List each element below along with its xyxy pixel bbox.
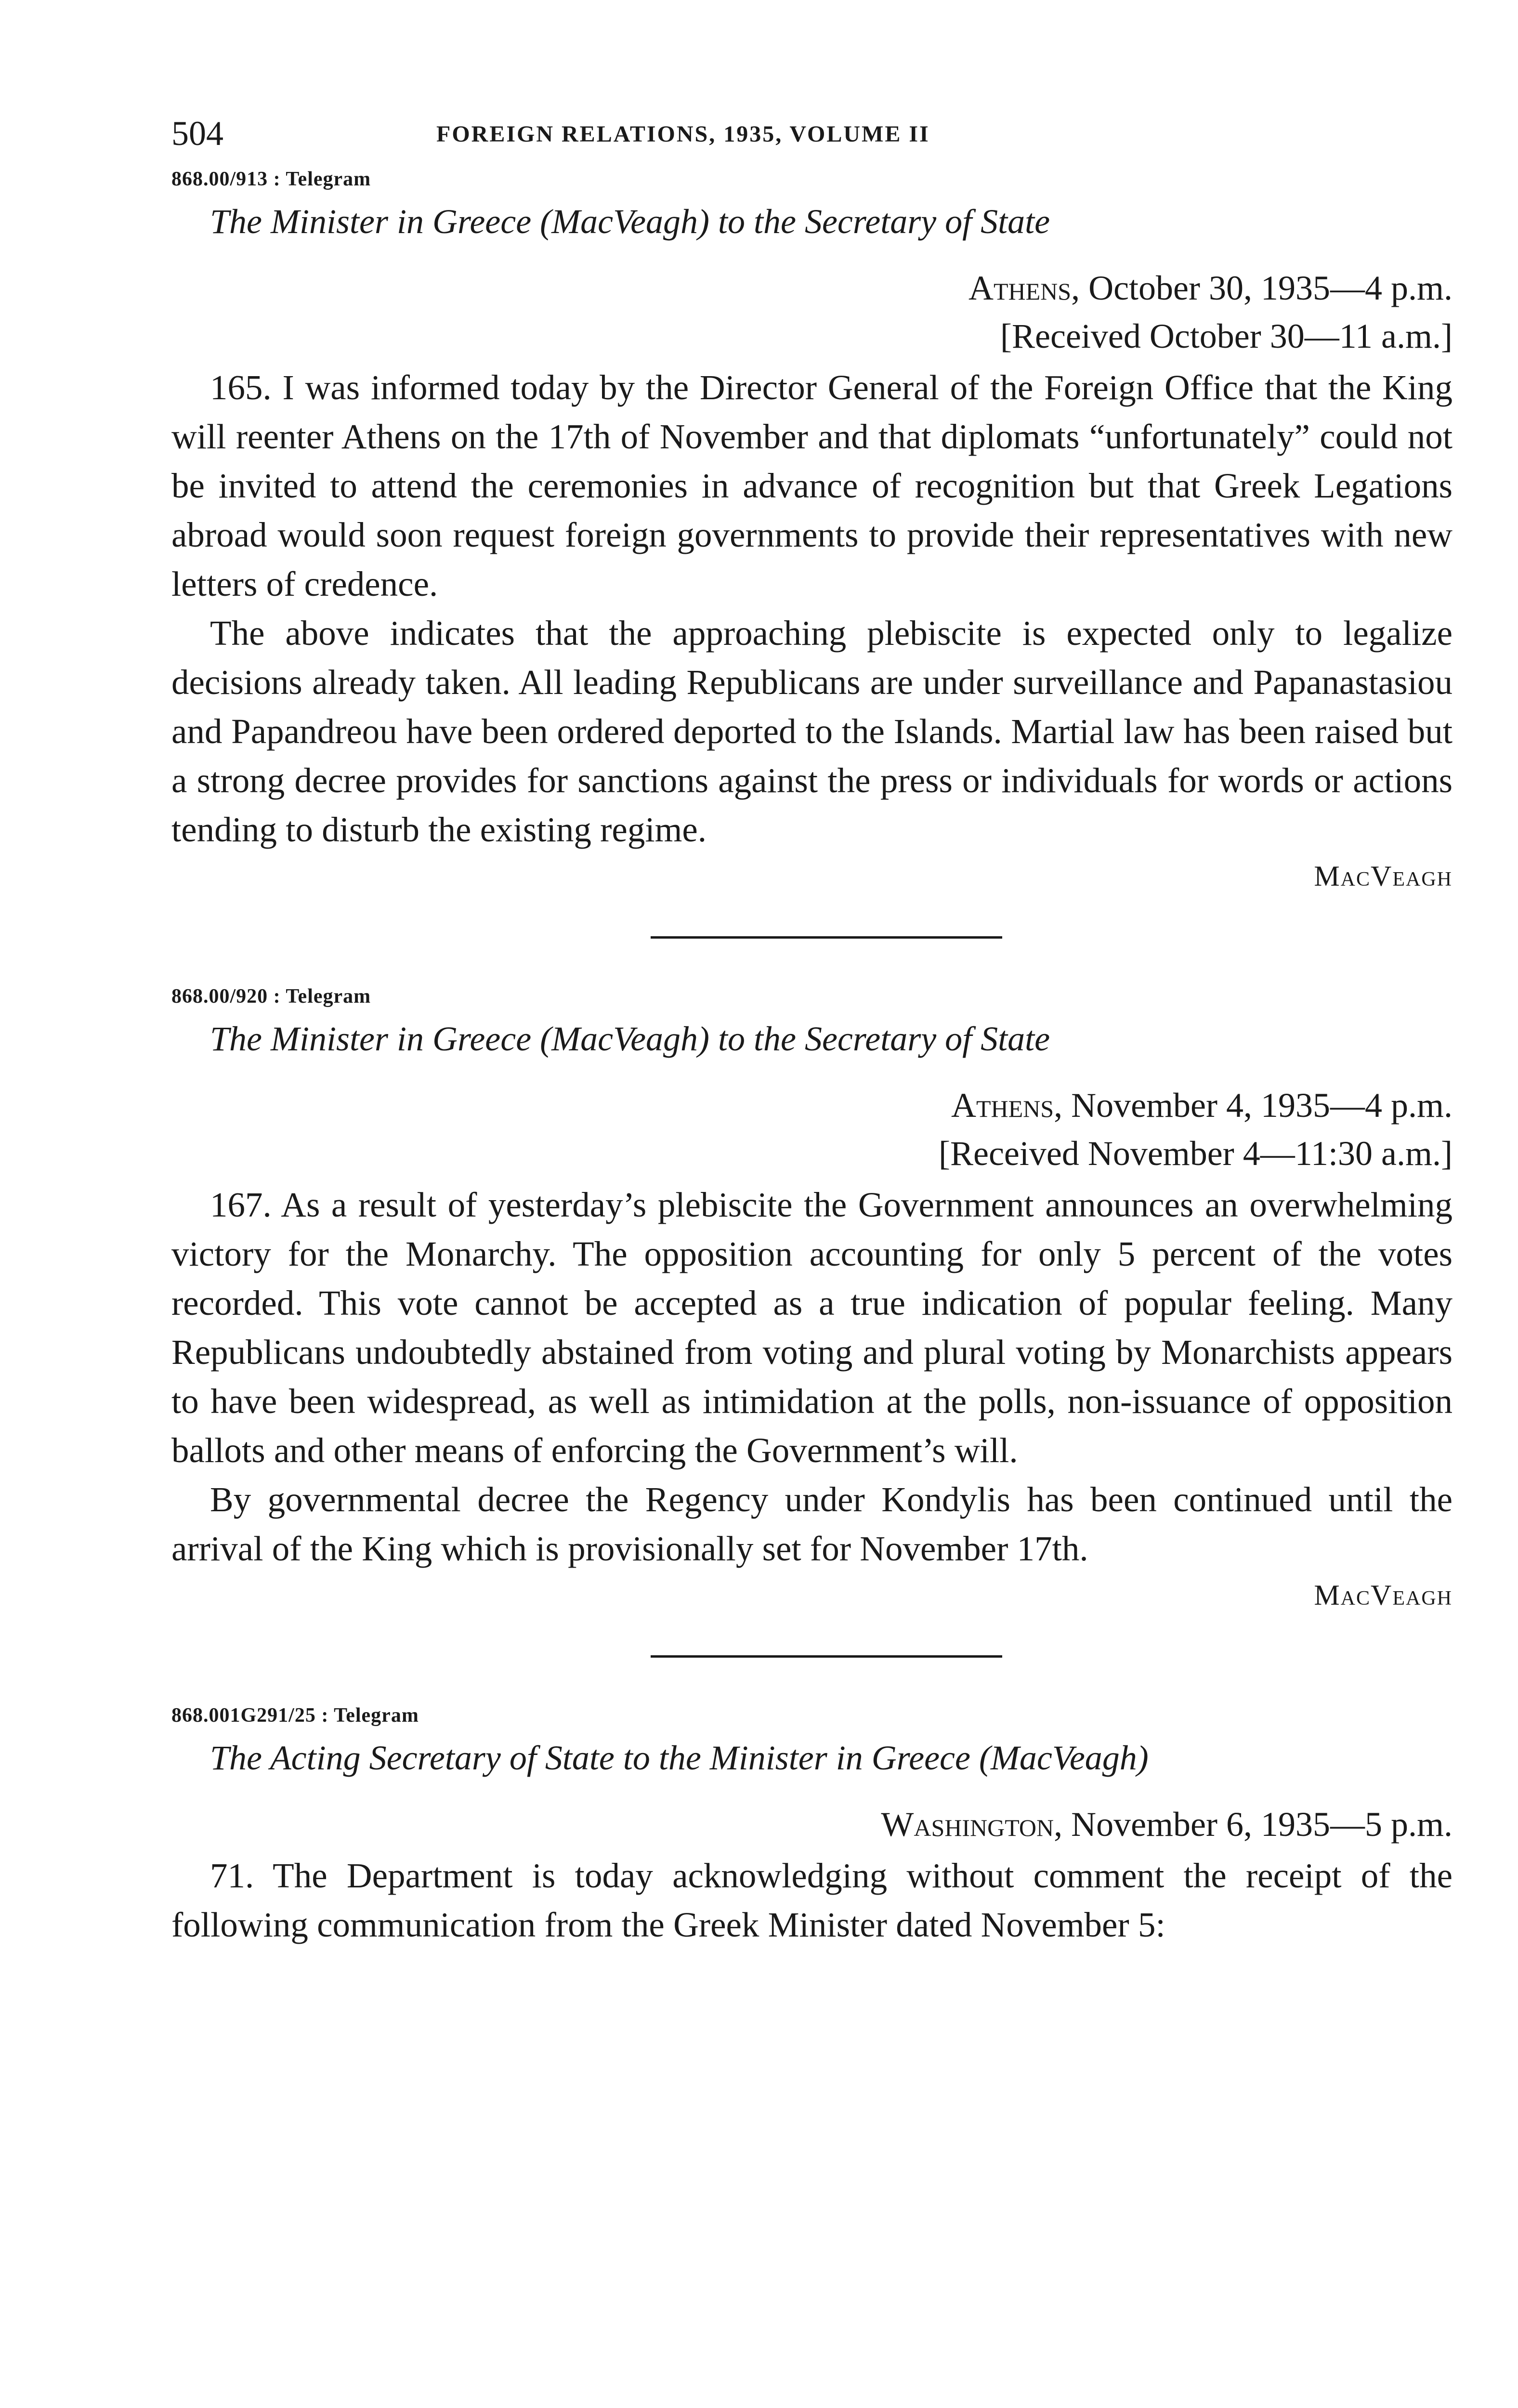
running-head <box>171 112 1453 165</box>
document-heading: The Minister in Greece (MacVeagh) to the Secretary of State <box>210 1020 1050 1058</box>
body-paragraph: By governmental decree the Regency under Kondylis has been continued until the arrival of the King which is provisionally set for November 17th. <box>171 1480 1453 1568</box>
signature: MacVeagh <box>1314 1579 1453 1611</box>
telegram-868-001g291-25 <box>171 1701 1453 1950</box>
dateline <box>171 1800 1453 1848</box>
body-paragraph: 167. As a result of yesterday’s plebiscite the Government announces an overwhelming victory for the Monarchy. The opposition accounting for only 5 percent of the votes recorded. This vote cannot be accepted as a true indication of popular feeling. Many Republicans undoubtedly abstained from voting and plural voting by Monarchists appears to have been widespread, as well as intimidation at the polls, non-issuance of opposition ballots and other means of enforcing the Government’s will. <box>171 1185 1453 1470</box>
document-heading: The Minister in Greece (MacVeagh) to the Secretary of State <box>210 202 1050 241</box>
dateline-place: Athens <box>951 1086 1054 1125</box>
dateline-place: Washington <box>881 1805 1054 1844</box>
file-reference: 868.00/913 : Telegram <box>171 168 371 190</box>
dateline <box>171 264 1453 312</box>
dateline-date: , November 4, 1935—4 p.m. <box>1054 1086 1453 1125</box>
telegram-868-00-913 <box>171 165 1453 898</box>
telegram-868-00-920 <box>171 982 1453 1617</box>
dateline-date: , October 30, 1935—4 p.m. <box>1071 269 1453 307</box>
body-paragraph: 71. The Department is today acknowledging without comment the receipt of the following communication from the Greek Minister dated November 5: <box>171 1856 1453 1944</box>
document-heading: The Acting Secretary of State to the Minister in Greece (MacVeagh) <box>210 1739 1149 1777</box>
section-divider <box>651 1655 1002 1658</box>
section-divider <box>651 936 1002 939</box>
page-number: 504 <box>171 114 223 153</box>
dateline-date: , November 6, 1935—5 p.m. <box>1054 1805 1453 1844</box>
file-reference: 868.001G291/25 : Telegram <box>171 1704 419 1727</box>
body-paragraph: 165. I was informed today by the Director General of the Foreign Office that the King will reenter Athens on the 17th of November and that diplomats “unfortunately” could not be invited to attend the ceremonies in advance of recognition but that Greek Legations abroad would soon request foreign governments to provide their representatives with new letters of credence. <box>171 368 1453 603</box>
running-title: FOREIGN RELATIONS, 1935, VOLUME II <box>436 121 930 147</box>
page <box>171 112 1453 1950</box>
dateline <box>171 1081 1453 1129</box>
received-note: [Received October 30—11 a.m.] <box>1000 317 1453 355</box>
received-note: [Received November 4—11:30 a.m.] <box>939 1134 1453 1173</box>
body-paragraph: The above indicates that the approaching plebiscite is expected only to legalize decisions already taken. All leading Republicans are under surveillance and Papanastasiou and Papandreou have been ordered deported to the Islands. Martial law has been raised but a strong decree provides for sanctions against the press or individuals for words or actions tending to disturb the existing regime. <box>171 614 1453 849</box>
signature: MacVeagh <box>1314 860 1453 892</box>
dateline-place: Athens <box>968 269 1072 307</box>
file-reference: 868.00/920 : Telegram <box>171 985 371 1008</box>
